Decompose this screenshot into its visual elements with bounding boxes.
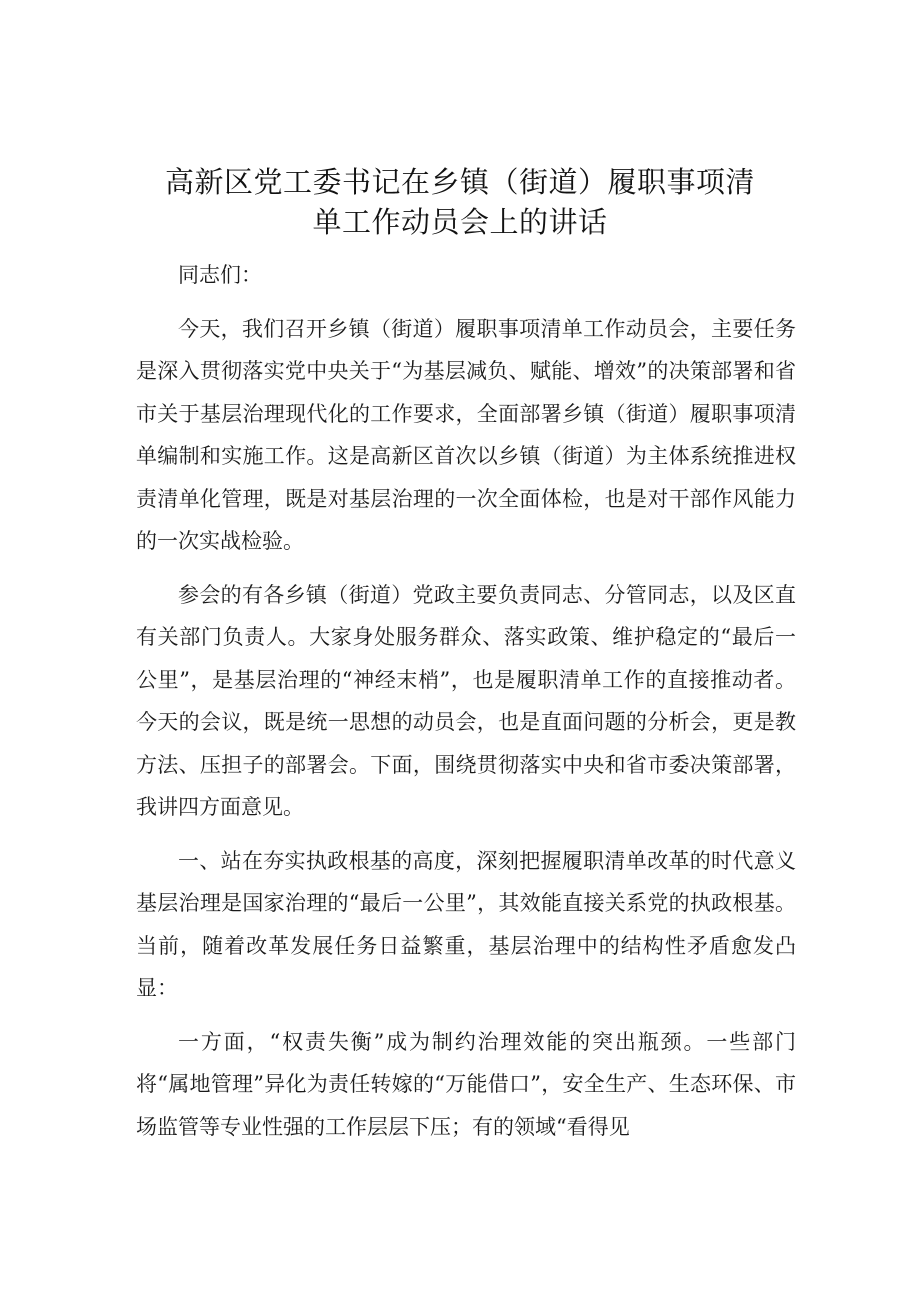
paragraph-first-aspect: 一方面，“权责失衡”成为制约治理效能的突出瓶颈。一些部门将“属地管理”异化为责任转嫁的“万能借口”，安全生产、生态环保、市场监管等专业性强的工作层层下压；有的领域“看得见 (136, 1029, 796, 1139)
document-body (136, 254, 796, 1159)
title-line-2: 单工作动员会上的讲话 (312, 205, 608, 239)
paragraph-section-one: 一、站在夯实执政根基的高度，深刻把握履职清单改革的时代意义基层治理是国家治理的“最后一公里”，其效能直接关系党的执政根基。当前，随着改革发展任务日益繁重，基层治理中的结构性矛盾愈发凸显： (136, 848, 796, 1000)
title-line-1: 高新区党工委书记在乡镇（街道）履职事项清 (164, 165, 755, 199)
document-title (120, 162, 800, 242)
salutation: 同志们： (178, 263, 262, 287)
paragraph-attendees: 参会的有各乡镇（街道）党政主要负责同志、分管同志，以及区直有关部门负责人。大家身处服务群众、落实政策、维护稳定的“最后一公里”，是基层治理的“神经末梢”，也是履职清单工作的直接推动者。今天的会议，既是统一思想的动员会，也是直面问题的分析会，更是教方法、压担子的部署会。下面，围绕贯彻落实中央和省市委决策部署，我讲四方面意见。 (136, 582, 796, 819)
paragraph-opening: 今天，我们召开乡镇（街道）履职事项清单工作动员会，主要任务是深入贯彻落实党中央关于“为基层减负、赋能、增效”的决策部署和省市关于基层治理现代化的工作要求，全面部署乡镇（街道）履职事项清单编制和实施工作。这是高新区首次以乡镇（街道）为主体系统推进权责清单化管理，既是对基层治理的一次全面体检，也是对干部作风能力的一次实战检验。 (136, 316, 796, 553)
